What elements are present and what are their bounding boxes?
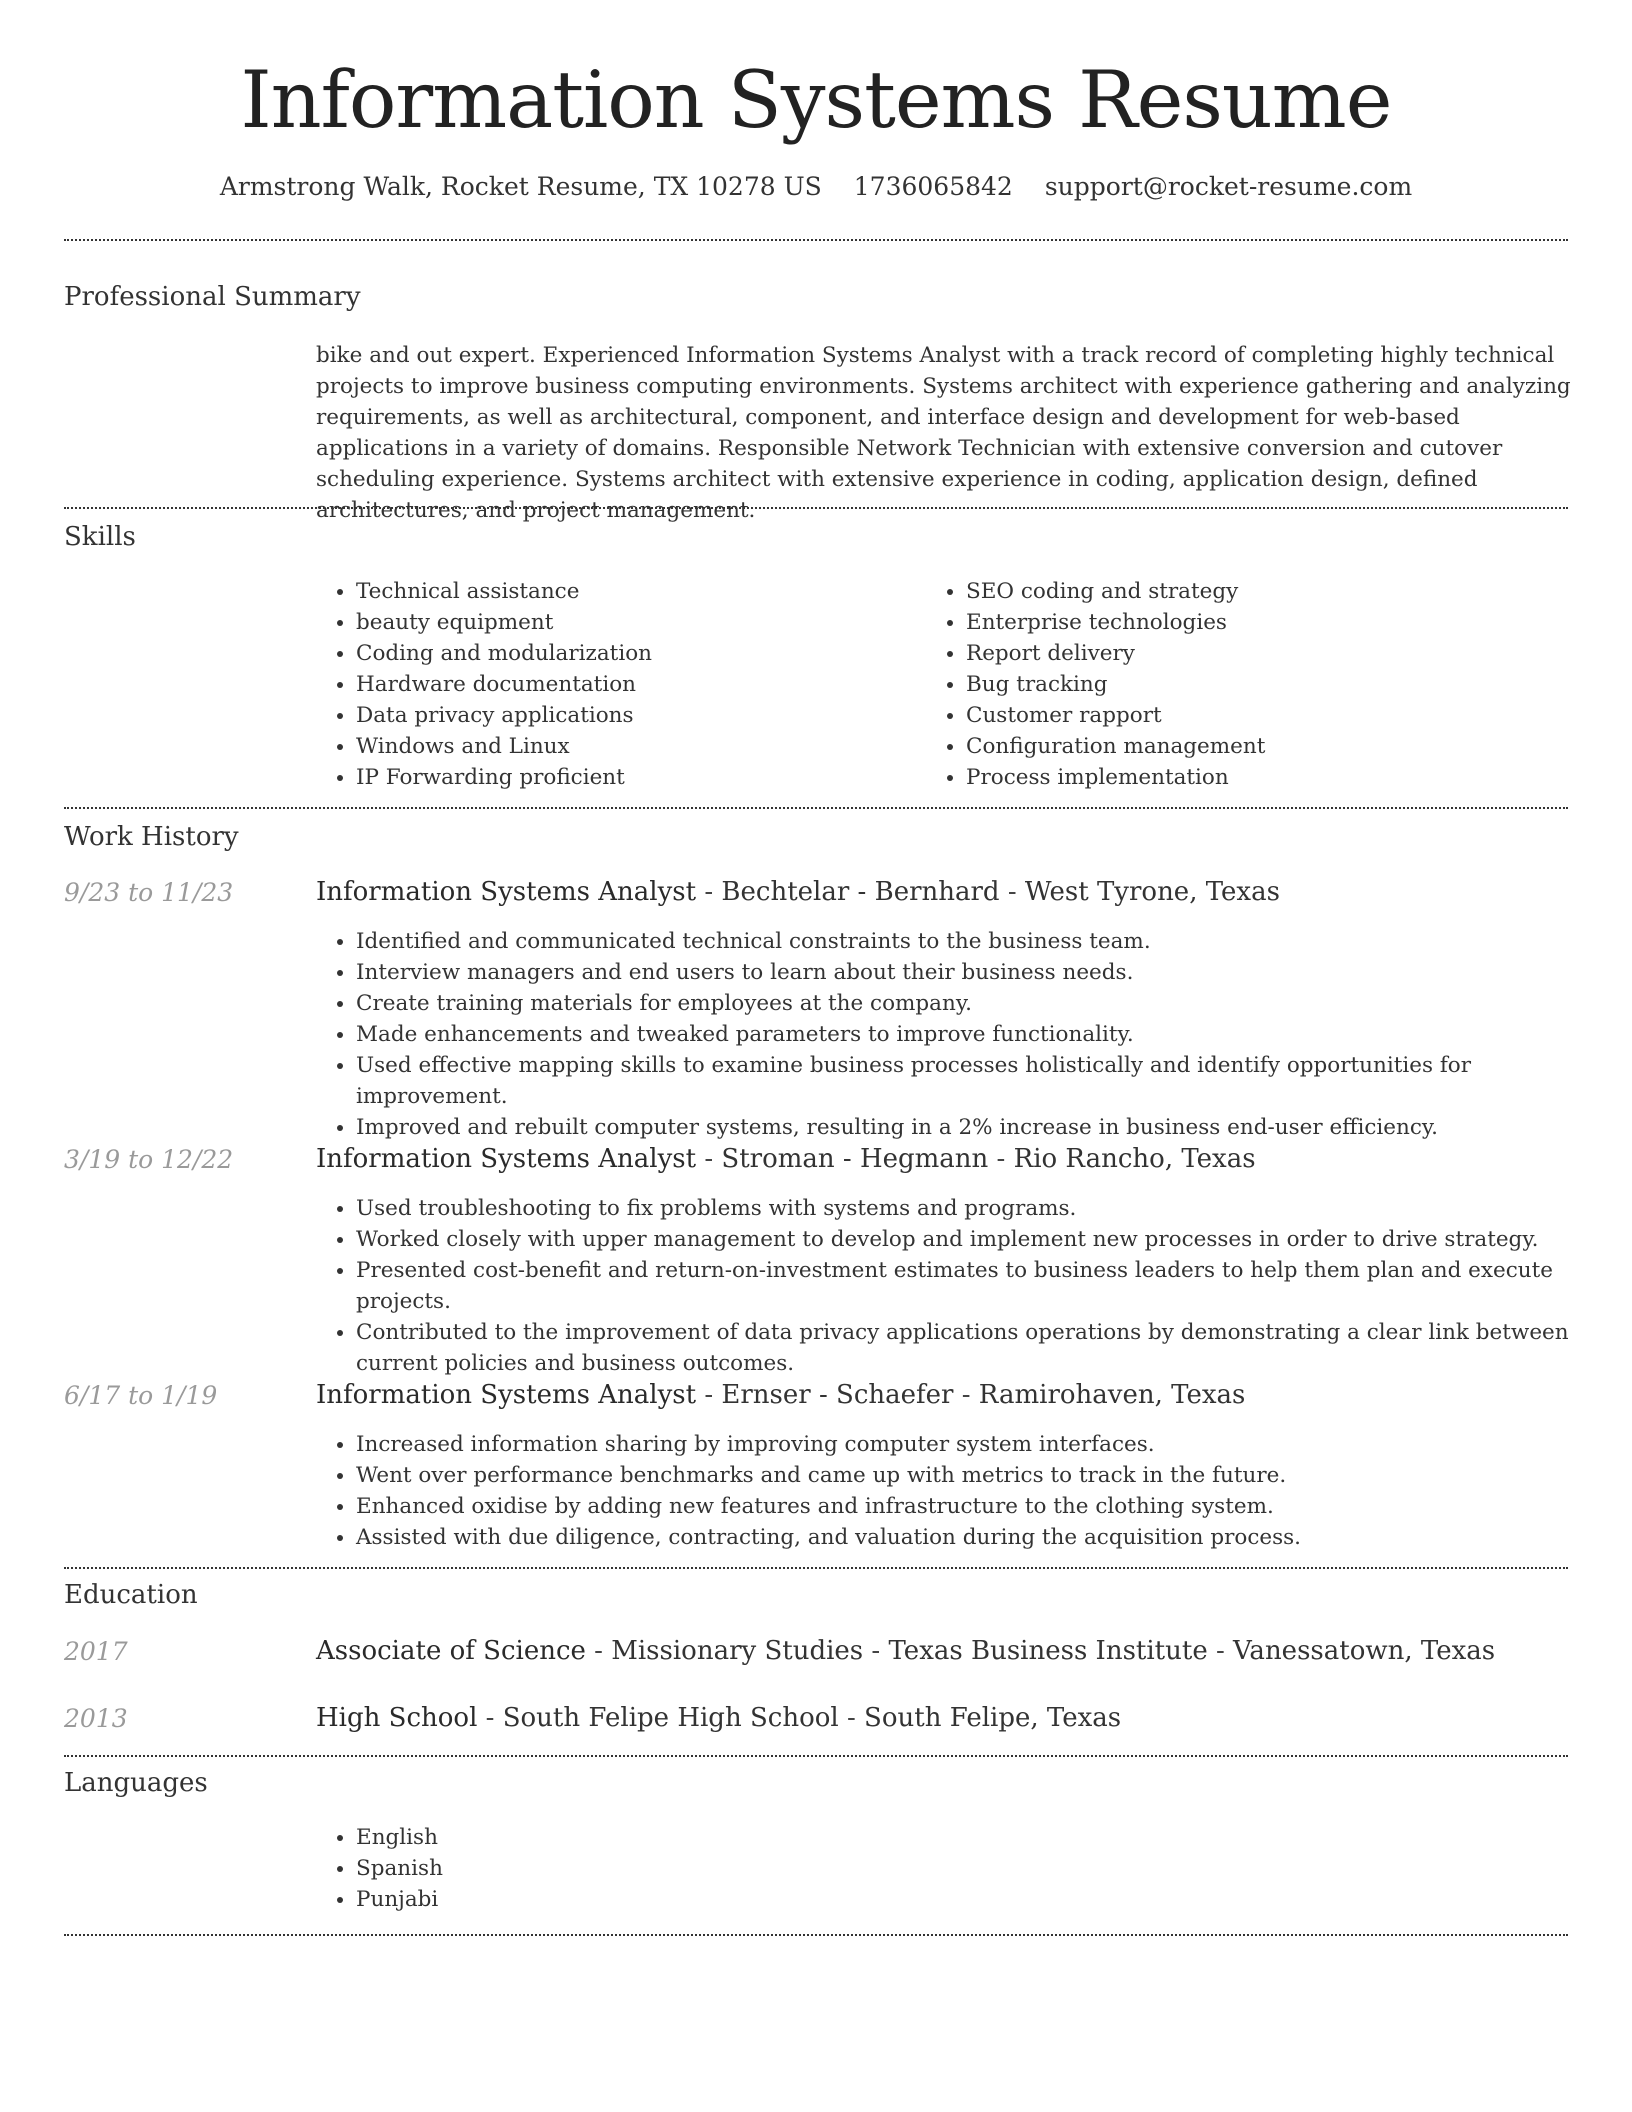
list-item: • Report delivery (966, 638, 1566, 669)
list-item: • Customer rapport (966, 700, 1566, 731)
list-item: • Spanish (356, 1853, 956, 1884)
divider (64, 239, 1568, 241)
list-item: • Contributed to the improvement of data privacy applications operations by demonstrating a clear link between current policies and business outcomes. (356, 1317, 1626, 1379)
list-item: • Made enhancements and tweaked parameters to improve functionality. (356, 1019, 1626, 1050)
section-title-education: Education (64, 1580, 198, 1610)
contact-address: Armstrong Walk, Rocket Resume, TX 10278 US (219, 172, 822, 201)
divider (64, 1755, 1568, 1757)
education-field: Missionary Studies (611, 1636, 864, 1666)
job-dates: 3/19 to 12/22 (64, 1145, 234, 1174)
divider (64, 1567, 1568, 1569)
list-item: • Interview managers and end users to learn about their business needs. (356, 957, 1626, 988)
education-year: 2017 (64, 1637, 128, 1666)
list-item: • Create training materials for employees at the company. (356, 988, 1626, 1019)
divider (64, 1934, 1568, 1936)
job-location: West Tyrone, Texas (1024, 877, 1280, 907)
job-dates: 9/23 to 11/23 (64, 878, 234, 907)
skills-list-right (922, 576, 1566, 793)
list-item: • Enhanced oxidise by adding new features and infrastructure to the clothing system. (356, 1491, 1626, 1522)
list-item: • Identified and communicated technical constraints to the business team. (356, 926, 1626, 957)
education-location: South Felipe, Texas (864, 1703, 1122, 1733)
contact-line (0, 172, 1632, 201)
job-title: Information Systems Analyst (316, 1144, 697, 1174)
resume-title: Information Systems Resume (240, 54, 1392, 146)
job-bullets (312, 1193, 1626, 1379)
job-company: Ernser - Schaefer (721, 1380, 954, 1410)
list-item: • Hardware documentation (356, 669, 916, 700)
summary-text: bike and out expert. Experienced Information Systems Analyst with a track record of completing highly technical projects to improve business computing environments. Systems architect with experience gathering and analyzing requirements, as well as architectural, component, and interface design and development for web-based applications in a variety of domains. Responsible Network Technician with extensive conversion and cutover scheduling experience. Systems architect with extensive experience in coding, application design, defined architectures, and project management. (316, 343, 1571, 523)
list-item: • SEO coding and strategy (966, 576, 1566, 607)
list-item: • Bug tracking (966, 669, 1566, 700)
section-title-summary: Professional Summary (64, 282, 361, 312)
education-heading: Associate of Science - Missionary Studies - Texas Business Institute - Vanessatown, Texas (316, 1636, 1496, 1666)
education-location: Vanessatown, Texas (1233, 1636, 1496, 1666)
job-heading: Information Systems Analyst - Stroman - Hegmann - Rio Rancho, Texas (316, 1144, 1256, 1174)
list-item: • Coding and modularization (356, 638, 916, 669)
list-item: • IP Forwarding proficient (356, 762, 916, 793)
list-item: • Punjabi (356, 1884, 956, 1915)
resume-header (0, 0, 1632, 201)
job-title: Information Systems Analyst (316, 1380, 697, 1410)
list-item: • Data privacy applications (356, 700, 916, 731)
job-bullets (312, 926, 1626, 1143)
list-item: • Increased information sharing by improving computer system interfaces. (356, 1429, 1626, 1460)
job-title: Information Systems Analyst (316, 877, 697, 907)
education-degree: Associate of Science (316, 1636, 586, 1666)
job-dates: 6/17 to 1/19 (64, 1381, 218, 1410)
education-school: South Felipe High School (502, 1703, 839, 1733)
list-item: • Used effective mapping skills to examine business processes holistically and identify opportunities for improvement. (356, 1050, 1626, 1112)
list-item: • Worked closely with upper management to develop and implement new processes in order to drive strategy. (356, 1224, 1626, 1255)
education-year: 2013 (64, 1704, 128, 1733)
section-title-skills: Skills (64, 522, 136, 552)
education-degree: High School (316, 1703, 478, 1733)
education-school: Texas Business Institute (888, 1636, 1208, 1666)
job-bullets (312, 1429, 1626, 1553)
list-item: • beauty equipment (356, 607, 916, 638)
list-item: • Windows and Linux (356, 731, 916, 762)
list-item: • Improved and rebuilt computer systems, resulting in a 2% increase in business end-user efficiency. (356, 1112, 1626, 1143)
list-item: • English (356, 1822, 956, 1853)
skills-list-left (312, 576, 916, 793)
contact-email: support@rocket-resume.com (1044, 172, 1413, 201)
list-item: • Technical assistance (356, 576, 916, 607)
list-item: • Enterprise technologies (966, 607, 1566, 638)
section-title-work: Work History (64, 822, 239, 852)
job-location: Rio Rancho, Texas (1013, 1144, 1256, 1174)
list-item: • Used troubleshooting to fix problems with systems and programs. (356, 1193, 1626, 1224)
education-heading: High School - South Felipe High School - South Felipe, Texas (316, 1703, 1122, 1733)
job-location: Ramirohaven, Texas (978, 1380, 1246, 1410)
list-item: • Process implementation (966, 762, 1566, 793)
job-heading: Information Systems Analyst - Ernser - Schaefer - Ramirohaven, Texas (316, 1380, 1246, 1410)
job-company: Stroman - Hegmann (721, 1144, 989, 1174)
list-item: • Assisted with due diligence, contracting, and valuation during the acquisition process. (356, 1522, 1626, 1553)
list-item: • Went over performance benchmarks and came up with metrics to track in the future. (356, 1460, 1626, 1491)
job-heading: Information Systems Analyst - Bechtelar - Bernhard - West Tyrone, Texas (316, 877, 1280, 907)
list-item: • Configuration management (966, 731, 1566, 762)
section-title-languages: Languages (64, 1768, 208, 1798)
contact-phone: 1736065842 (853, 172, 1013, 201)
divider (64, 807, 1568, 809)
job-company: Bechtelar - Bernhard (721, 877, 1000, 907)
list-item: • Presented cost-benefit and return-on-investment estimates to business leaders to help them plan and execute projects. (356, 1255, 1626, 1317)
divider (64, 507, 1568, 509)
languages-list (312, 1822, 956, 1915)
